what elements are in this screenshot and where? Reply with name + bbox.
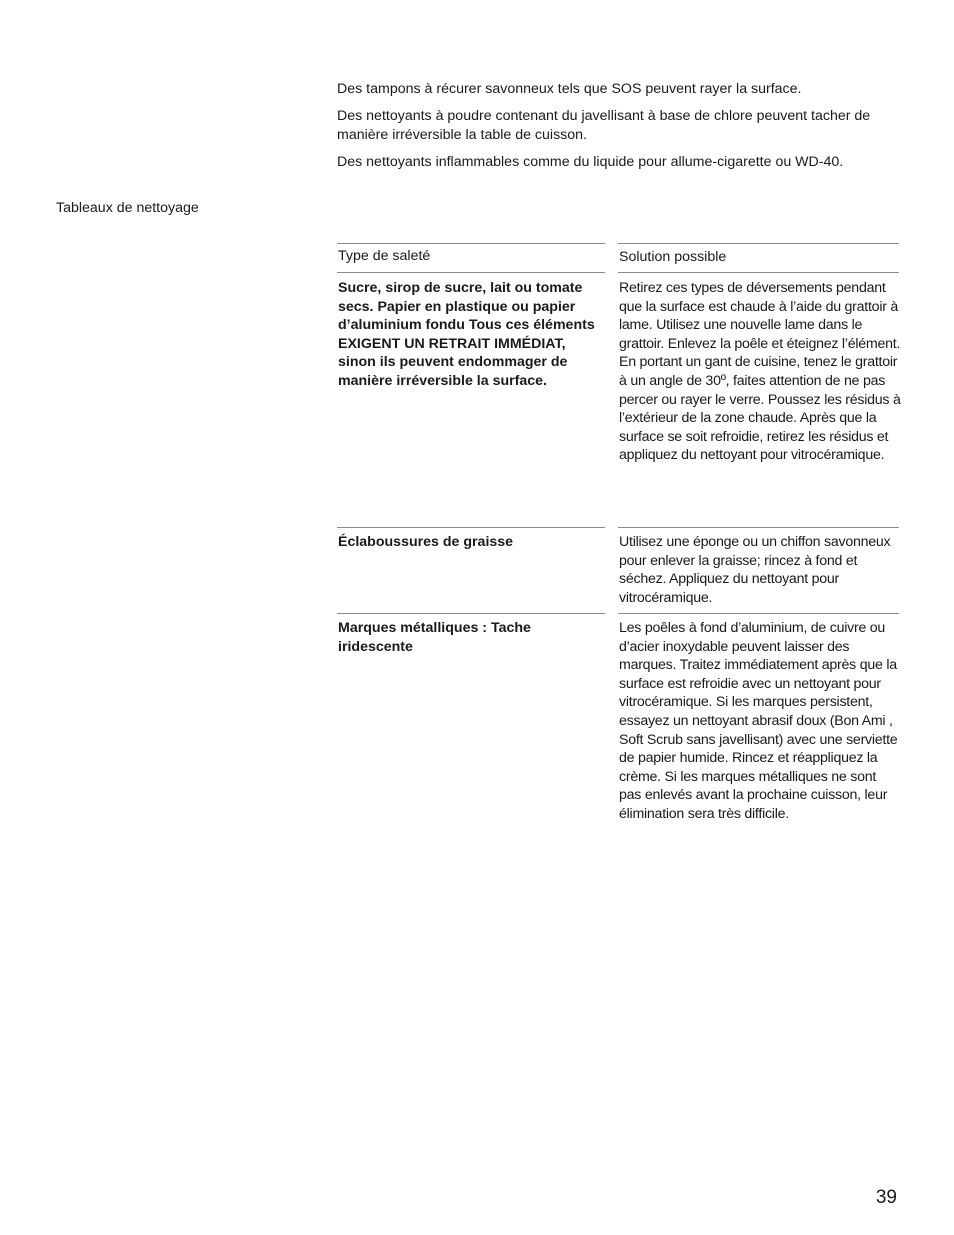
intro-paragraph: Des tampons à récurer savonneux tels que SOS peuvent rayer la surface. (337, 81, 802, 97)
row-divider (337, 613, 605, 614)
table-cell-type: Éclaboussures de graisse (338, 534, 514, 550)
intro-paragraph: Des nettoyants inflammables comme du liquide pour allume-cigarette ou WD-40. (337, 153, 844, 170)
table-header-solution (618, 243, 899, 273)
row-divider (618, 613, 899, 614)
table-cell-type: Sucre, sirop de sucre, lait ou tomate secs. Papier en plastique ou papier d’aluminium fondu Tous ces éléments EXIGENT UN RETRAIT IMMÉDIAT, sinon ils peuvent endommager de manière irréversible la surface. (338, 280, 595, 389)
header-label-type: Type de saleté (338, 248, 431, 264)
section-title: Tableaux de nettoyage (56, 200, 199, 216)
intro-paragraph: Des nettoyants à poudre contenant du javellisant à base de chlore peuvent tacher de manière irréversible la table de cuisson. (337, 108, 871, 143)
table-cell-type: Marques métalliques : Tache iridescente (338, 620, 531, 655)
table-header-type (337, 243, 605, 273)
table-cell-solution: Retirez ces types de déversements pendant que la surface est chaude à l’aide du grattoir à lame. Utilisez une nouvelle lame dans le grattoir. Enlevez la poêle et éteignez l’élément. En portant un gant de cuisine, tenez le grattoir à un angle de 30º, faites attention de ne pas percer ou rayer le verre. Poussez les résidus à l’extérieur de la zone chaude. Après que la surface se soit refroidie, retirez les résidus et appliquez du nettoyant pour vitrocéramique. (619, 280, 901, 464)
intro-text (337, 80, 897, 180)
table-cell-solution: Utilisez une éponge ou un chiffon savonneux pour enlever la graisse; rincez à fond et séchez. Appliquez du nettoyant pour vitrocéramique. (619, 534, 891, 606)
row-divider (337, 527, 605, 528)
table-cell-solution: Les poêles à fond d’aluminium, de cuivre ou d’acier inoxydable peuvent laisser des marques. Traitez immédiatement après que la surface est refroidie avec un nettoyant pour vitrocéramique. Si les marques persistent, essayez un nettoyant abrasif doux (Bon Ami , Soft Scrub sans javellisant) avec une serviette de papier humide. Rincez et réappliquez la crème. Si les marques métalliques ne sont pas enlevés avant la prochaine cuisson, leur élimination sera très difficile. (619, 620, 898, 822)
header-label-solution: Solution possible (619, 249, 727, 265)
row-divider (618, 527, 899, 528)
page-number: 39 (875, 1187, 897, 1208)
